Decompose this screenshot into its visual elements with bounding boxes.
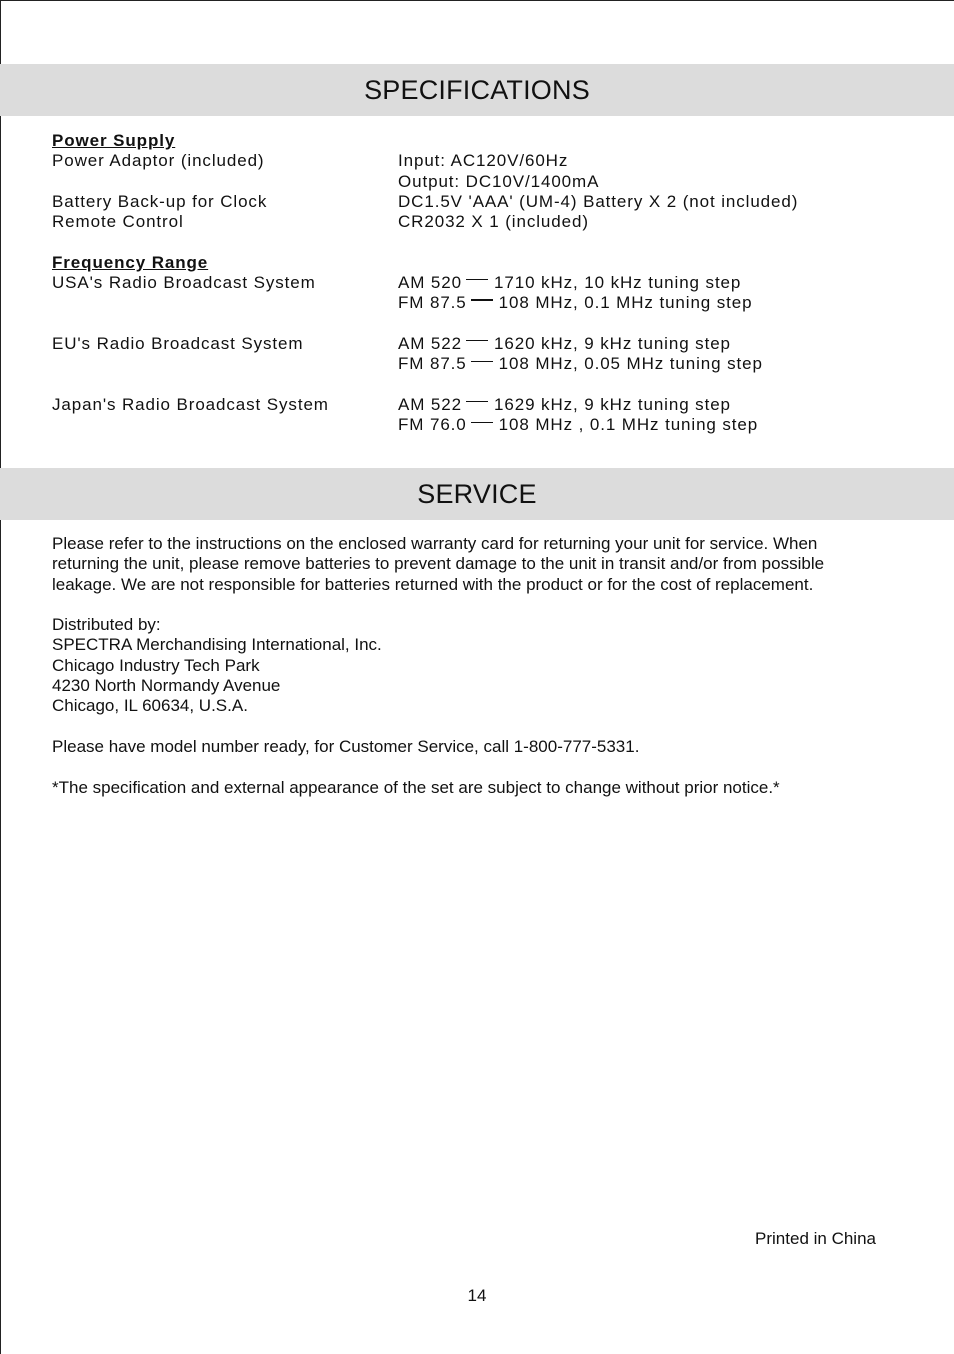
range-dash (471, 361, 493, 362)
eu-fm-start: FM 87.5 (398, 354, 467, 374)
distributor-street: 4230 North Normandy Avenue (52, 676, 281, 696)
power-adaptor-output: Output: DC10V/1400mA (398, 171, 600, 191)
battery-label: Battery Back-up for Clock (52, 191, 268, 211)
japan-am-start: AM 522 (398, 394, 462, 414)
japan-fm-end: 108 MHz , 0.1 MHz tuning step (498, 415, 759, 435)
distributor-city: Chicago, IL 60634, U.S.A. (52, 696, 248, 716)
power-adaptor-input: Input: AC120V/60Hz (398, 151, 569, 171)
eu-fm-end: 108 MHz, 0.05 MHz tuning step (498, 354, 763, 374)
eu-system-label: EU's Radio Broadcast System (52, 333, 304, 353)
specifications-title: SPECIFICATIONS (0, 64, 954, 116)
service-title: SERVICE (0, 468, 954, 520)
usa-am-end: 1710 kHz, 10 kHz tuning step (494, 273, 742, 293)
usa-am-start: AM 520 (398, 273, 462, 293)
power-adaptor-output-row (52, 172, 912, 192)
service-body (52, 534, 902, 798)
distributor-park: Chicago Industry Tech Park (52, 655, 260, 675)
range-dash (471, 422, 493, 423)
page-number: 14 (467, 1286, 487, 1305)
japan-am-end: 1629 kHz, 9 kHz tuning step (494, 394, 731, 414)
range-dash (471, 299, 493, 301)
service-instructions-line: Please refer to the instructions on the enclosed warranty card for returning your unit for service. When (52, 534, 818, 553)
japan-fm-start: FM 76.0 (398, 415, 467, 435)
usa-system-label: USA's Radio Broadcast System (52, 273, 316, 293)
distributor-label: Distributed by: (52, 615, 161, 635)
eu-am-row (52, 334, 912, 354)
eu-am-end: 1620 kHz, 9 kHz tuning step (494, 333, 731, 353)
page-top-border (0, 0, 954, 1)
page-left-border (0, 0, 1, 1354)
usa-fm-end: 108 MHz, 0.1 MHz tuning step (498, 293, 753, 313)
frequency-range-heading-row (52, 253, 912, 273)
printed-in-label: Printed in China (755, 1229, 876, 1248)
distributor-company: SPECTRA Merchandising International, Inc. (52, 635, 382, 655)
usa-fm-row (52, 293, 912, 313)
power-adaptor-label: Power Adaptor (included) (52, 151, 265, 171)
battery-row (52, 192, 912, 212)
customer-service-text: Please have model number ready, for Customer Service, call 1-800-777-5331. (52, 736, 640, 756)
usa-fm-start: FM 87.5 (398, 293, 467, 313)
eu-am-start: AM 522 (398, 333, 462, 353)
eu-fm-row (52, 354, 912, 374)
usa-am-row (52, 273, 912, 293)
battery-value: DC1.5V 'AAA' (UM-4) Battery X 2 (not included) (398, 191, 799, 211)
frequency-range-heading: Frequency Range (52, 252, 209, 272)
service-instructions-line: returning the unit, please remove batteries to prevent damage to the unit in transit and/or from possible (52, 554, 825, 574)
remote-label: Remote Control (52, 212, 184, 232)
service-instructions-line: leakage. We are not responsible for batteries returned with the product or for the cost of replacement. (52, 574, 814, 594)
range-dash (466, 401, 488, 402)
specifications-table (52, 131, 912, 435)
japan-fm-row (52, 415, 912, 435)
range-dash (466, 340, 488, 341)
japan-system-label: Japan's Radio Broadcast System (52, 394, 329, 414)
remote-value: CR2032 X 1 (included) (398, 212, 589, 232)
power-supply-heading-row (52, 131, 912, 151)
change-notice: *The specification and external appearance of the set are subject to change without prior notice.* (52, 777, 780, 797)
range-dash (466, 279, 488, 280)
japan-am-row (52, 395, 912, 415)
power-adaptor-row (52, 151, 912, 171)
remote-row (52, 212, 912, 232)
power-supply-heading: Power Supply (52, 131, 176, 150)
